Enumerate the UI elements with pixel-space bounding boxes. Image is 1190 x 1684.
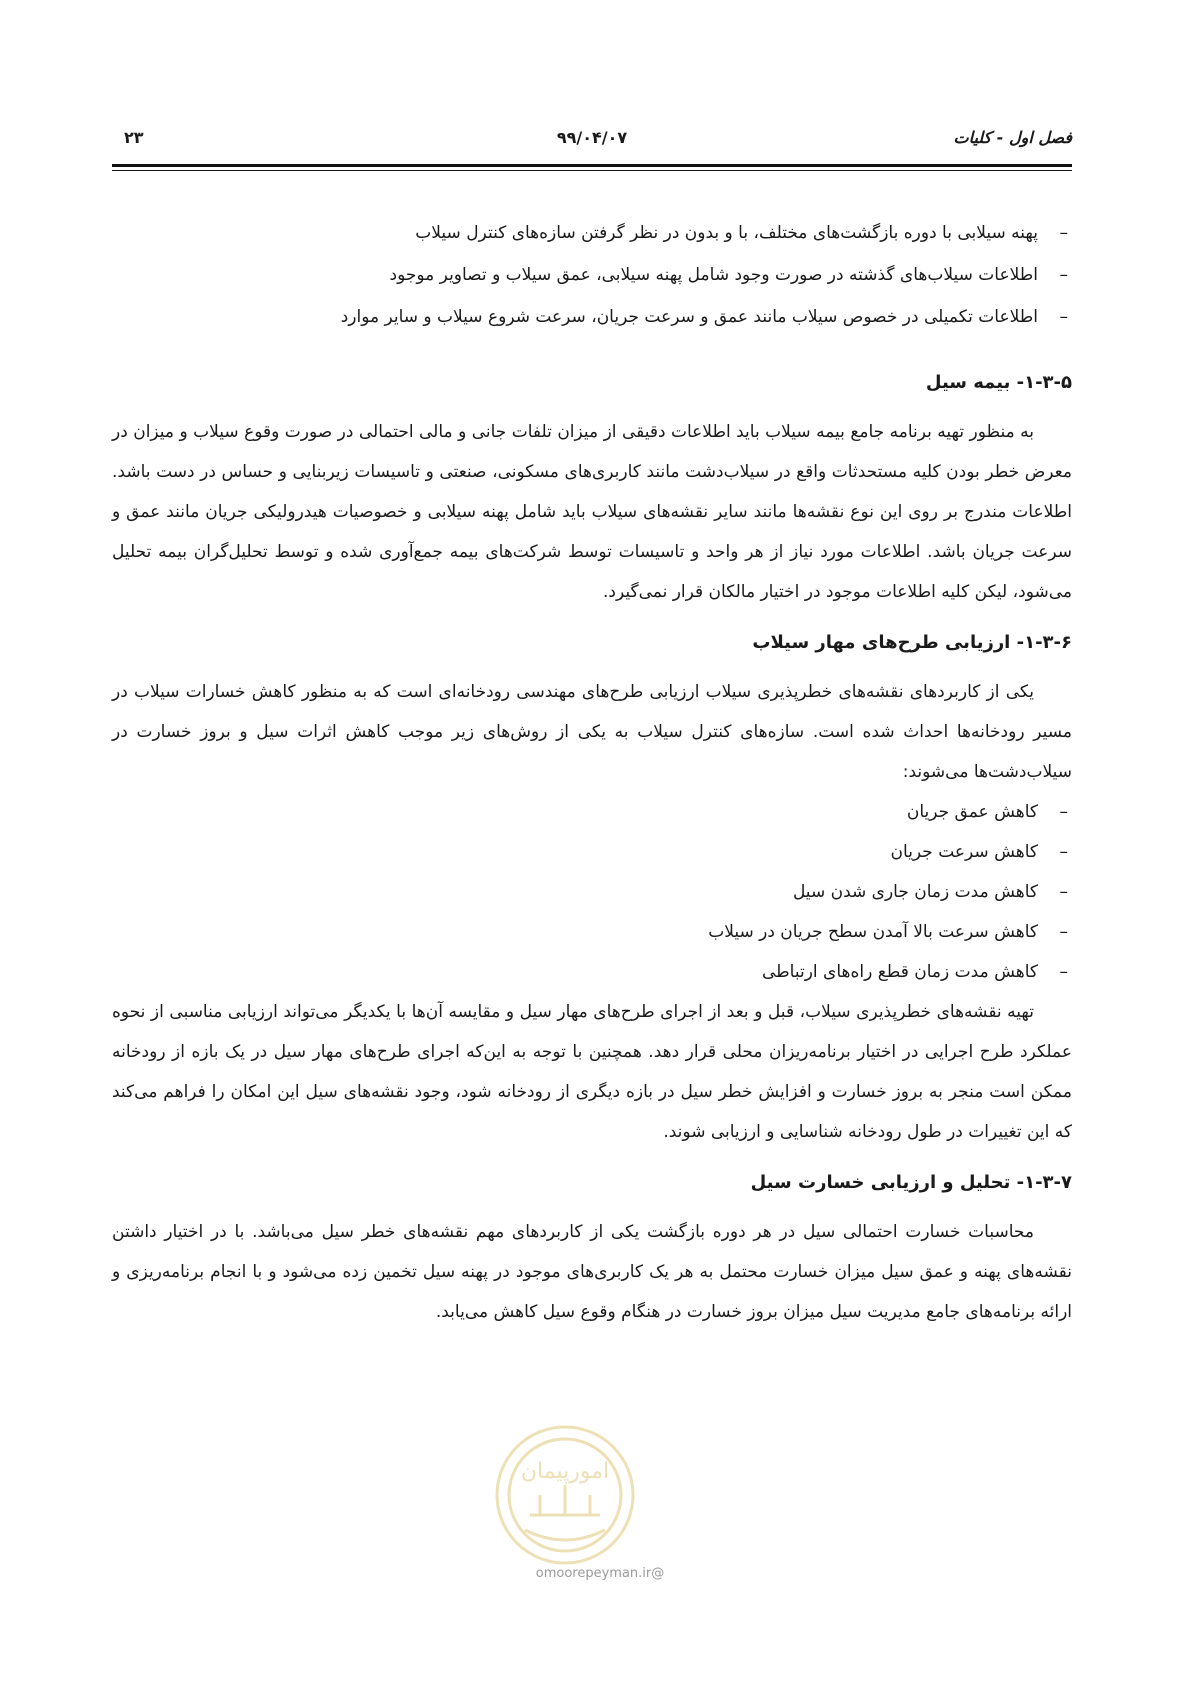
list-item: – کاهش سرعت جریان [112, 832, 1038, 872]
header-rule-thick [112, 164, 1072, 167]
list-item: – کاهش مدت زمان جاری شدن سیل [112, 872, 1038, 912]
reduction-list [112, 792, 1072, 992]
paragraph-flood-control: یکی از کاربردهای نقشه‌های خطرپذیری سیلاب ارزیابی طرح‌های مهندسی رودخانه‌ای است که به منظور کاهش خسارات سیلاب در مسیر رودخانه‌ها احداث شده است. سازه‌های کنترل سیلاب به یکی از روش‌های زیر موجب کاهش اثرات سیل و بروز خسارت در سیلاب‌دشت‌ها می‌شوند: [112, 682, 1072, 782]
chapter-title: فصل اول - کلیات [953, 128, 1072, 147]
document-date: ۹۹/۰۴/۰۷ [556, 128, 628, 147]
paragraph-flood-maps: تهیه نقشه‌های خطرپذیری سیلاب، قبل و بعد از اجرای طرح‌های مهار سیل و مقایسه آن‌ها با یکدیگر می‌تواند ارزیابی مناسبی از نحوه عملکرد طرح اجرایی در اختیار برنامه‌ریزان محلی قرار دهد. همچنین با توجه به این‌که اجرای طرح‌های مهار سیل در یک بازه از رودخانه ممکن است منجر به بروز خسارت و افزایش خطر سیل در بازه دیگری از رودخانه شود، وجود نقشه‌های سیل این امکان را فراهم می‌کند که این تغییرات در طول رودخانه شناسایی و ارزیابی شوند. [112, 1002, 1072, 1142]
page-header [112, 128, 1072, 154]
watermark-logo-icon [490, 1420, 640, 1570]
list-item: – کاهش سرعت بالا آمدن سطح جریان در سیلاب [112, 912, 1038, 952]
page-number: ۲۳ [124, 128, 144, 147]
watermark-url: @omoorepeyman.ir [535, 1566, 665, 1581]
section-heading-insurance: ۱-۳-۵- بیمه سیل [925, 372, 1072, 393]
page-body [112, 212, 1072, 1332]
list-item: – کاهش عمق جریان [112, 792, 1038, 832]
paragraph-damage: محاسبات خسارت احتمالی سیل در هر دوره بازگشت یکی از کاربردهای مهم نقشه‌های خطر سیل می‌باشد. با در اختیار داشتن نقشه‌های پهنه و عمق سیل میزان خسارت محتمل به هر یک کاربری‌های موجود در پهنه سیل تخمین زده می‌شود و با انجام برنامه‌ریزی و ارائه برنامه‌های جامع مدیریت سیل میزان بروز خسارت در هنگام وقوع سیل کاهش می‌یابد. [112, 1222, 1072, 1322]
section-heading-flood-control: ۱-۳-۶- ارزیابی طرح‌های مهار سیلاب [752, 632, 1072, 653]
list-item: – اطلاعات سیلاب‌های گذشته در صورت وجود شامل پهنه سیلابی، عمق سیلاب و تصاویر موجود [112, 254, 1038, 296]
section-heading-damage: ۱-۳-۷- تحلیل و ارزیابی خسارت سیل [750, 1172, 1072, 1193]
list-item: – اطلاعات تکمیلی در خصوص سیلاب مانند عمق و سرعت جریان، سرعت شروع سیلاب و سایر موارد [112, 296, 1038, 338]
list-item: – پهنه سیلابی با دوره بازگشت‌های مختلف، با و بدون در نظر گرفتن سازه‌های کنترل سیلاب [112, 212, 1038, 254]
svg-text:امورپیمان: امورپیمان [520, 1459, 610, 1484]
top-list [112, 212, 1072, 338]
paragraph-insurance: به منظور تهیه برنامه جامع بیمه سیلاب باید اطلاعات دقیقی از میزان تلفات جانی و مالی احتمالی در صورت وقوع سیلاب و میزان در معرض خطر بودن کلیه مستحدثات واقع در سیلاب‌دشت مانند کاربری‌های مسکونی، صنعتی و تاسیسات زیربنایی و حساس در دست باشد. اطلاعات مندرج بر روی این نوع نقشه‌ها مانند سایر نقشه‌های سیلاب باید شامل پهنه سیلابی و خصوصیات هیدرولیکی جریان مانند عمق و سرعت جریان باشد. اطلاعات مورد نیاز از هر واحد و تاسیسات توسط شرکت‌های بیمه جمع‌آوری شده و توسط تحلیل‌گران بیمه تحلیل می‌شود، لیکن کلیه اطلاعات موجود در اختیار مالکان قرار نمی‌گیرد. [112, 422, 1072, 602]
header-rule-thin [112, 170, 1072, 171]
list-item: – کاهش مدت زمان قطع راه‌های ارتباطی [112, 952, 1038, 992]
